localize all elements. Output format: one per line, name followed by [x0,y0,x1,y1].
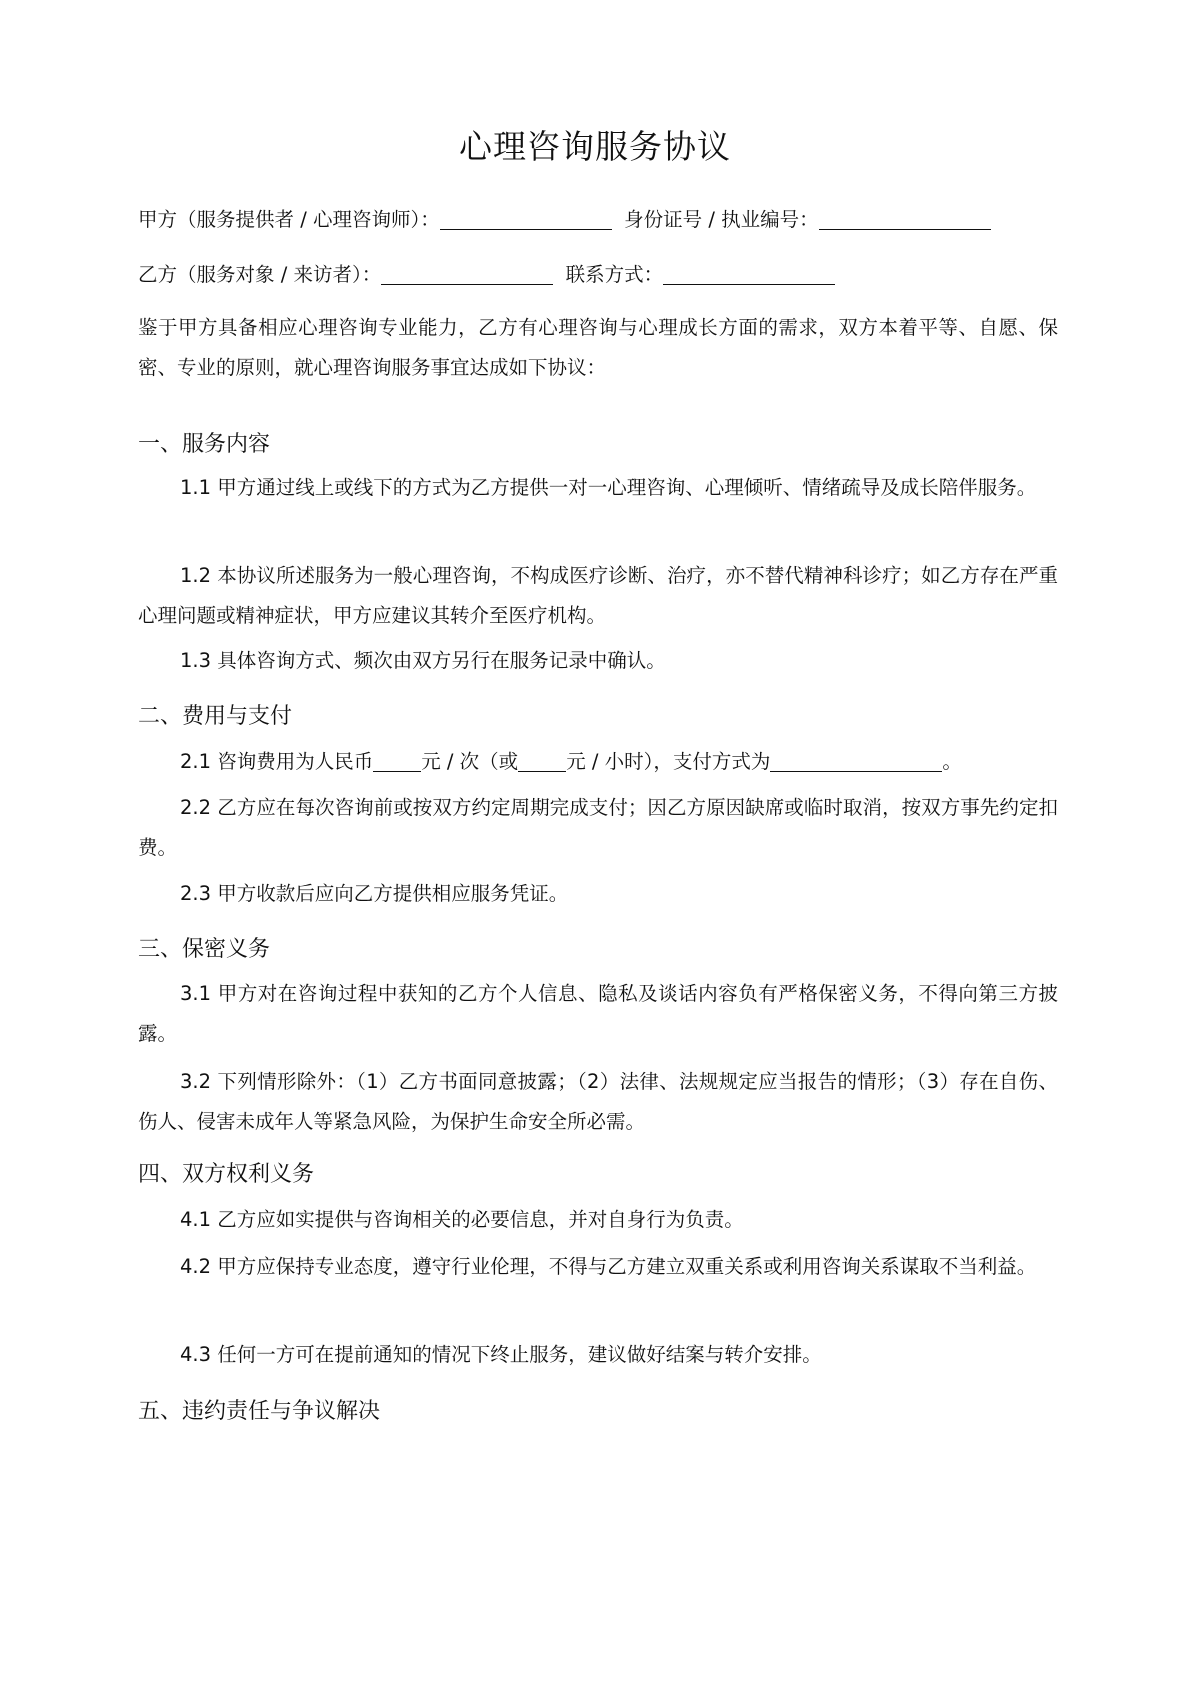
section-4-heading: 四、双方权利义务 [138,1162,315,1187]
section-3-heading: 三、保密义务 [138,937,271,962]
contact-blank[interactable] [663,264,835,285]
document-title: 心理咨询服务协议 [459,127,731,166]
party-b-label: 乙方（服务对象 / 来访者）： [138,263,382,286]
fee-per-hour-blank[interactable] [518,751,566,772]
clause-2-1 [138,742,1058,782]
section-5-heading: 五、违约责任与争议解决 [138,1399,381,1424]
clause-2-2: 2.2 乙方应在每次咨询前或按双方约定周期完成支付；因乙方原因缺席或临时取消，按双方事先约定扣费。 [138,796,1058,859]
fee-text-2: 元 / 次（或 [421,750,519,773]
section-1-heading: 一、服务内容 [138,432,271,457]
clause-1-2: 1.2 本协议所述服务为一般心理咨询，不构成医疗诊断、治疗，亦不替代精神科诊疗；如乙方存在严重心理问题或精神症状，甲方应建议其转介至医疗机构。 [138,564,1058,627]
clause-3-2: 3.2 下列情形除外：（1）乙方书面同意披露；（2）法律、法规规定应当报告的情形；（3）存在自伤、伤人、侵害未成年人等紧急风险，为保护生命安全所必需。 [138,1070,1058,1133]
party-a-label: 甲方（服务提供者 / 心理咨询师）： [138,208,440,231]
clause-1-1: 1.1 甲方通过线上或线下的方式为乙方提供一对一心理咨询、心理倾听、情绪疏导及成长陪伴服务。 [180,476,1037,499]
fee-text-1: 2.1 咨询费用为人民币 [180,750,374,773]
clause-4-2: 4.2 甲方应保持专业态度，遵守行业伦理，不得与乙方建立双重关系或利用咨询关系谋取不当利益。 [180,1255,1037,1278]
clause-3-1: 3.1 甲方对在咨询过程中获知的乙方个人信息、隐私及谈话内容负有严格保密义务，不得向第三方披露。 [138,982,1058,1045]
clause-1-3: 1.3 具体咨询方式、频次由双方另行在服务记录中确认。 [180,649,666,672]
preamble: 鉴于甲方具备相应心理咨询专业能力，乙方有心理咨询与心理成长方面的需求，双方本着平等、自愿、保密、专业的原则，就心理咨询服务事宜达成如下协议： [138,316,1058,379]
clause-2-3: 2.3 甲方收款后应向乙方提供相应服务凭证。 [180,882,569,905]
party-a-name-blank[interactable] [440,209,612,230]
id-label: 身份证号 / 执业编号： [624,208,819,231]
section-2-heading: 二、费用与支付 [138,704,293,729]
id-number-blank[interactable] [819,209,991,230]
payment-method-blank[interactable] [770,751,942,772]
clause-4-3: 4.3 任何一方可在提前通知的情况下终止服务，建议做好结案与转介安排。 [180,1343,822,1366]
party-a-line [138,207,1058,233]
fee-text-4: 。 [942,750,962,773]
contact-label: 联系方式： [565,263,664,286]
fee-per-session-blank[interactable] [373,751,421,772]
party-b-name-blank[interactable] [381,264,553,285]
fee-text-3: 元 / 小时），支付方式为 [566,750,771,773]
party-b-line [138,262,1058,288]
clause-4-1: 4.1 乙方应如实提供与咨询相关的必要信息，并对自身行为负责。 [180,1208,744,1231]
